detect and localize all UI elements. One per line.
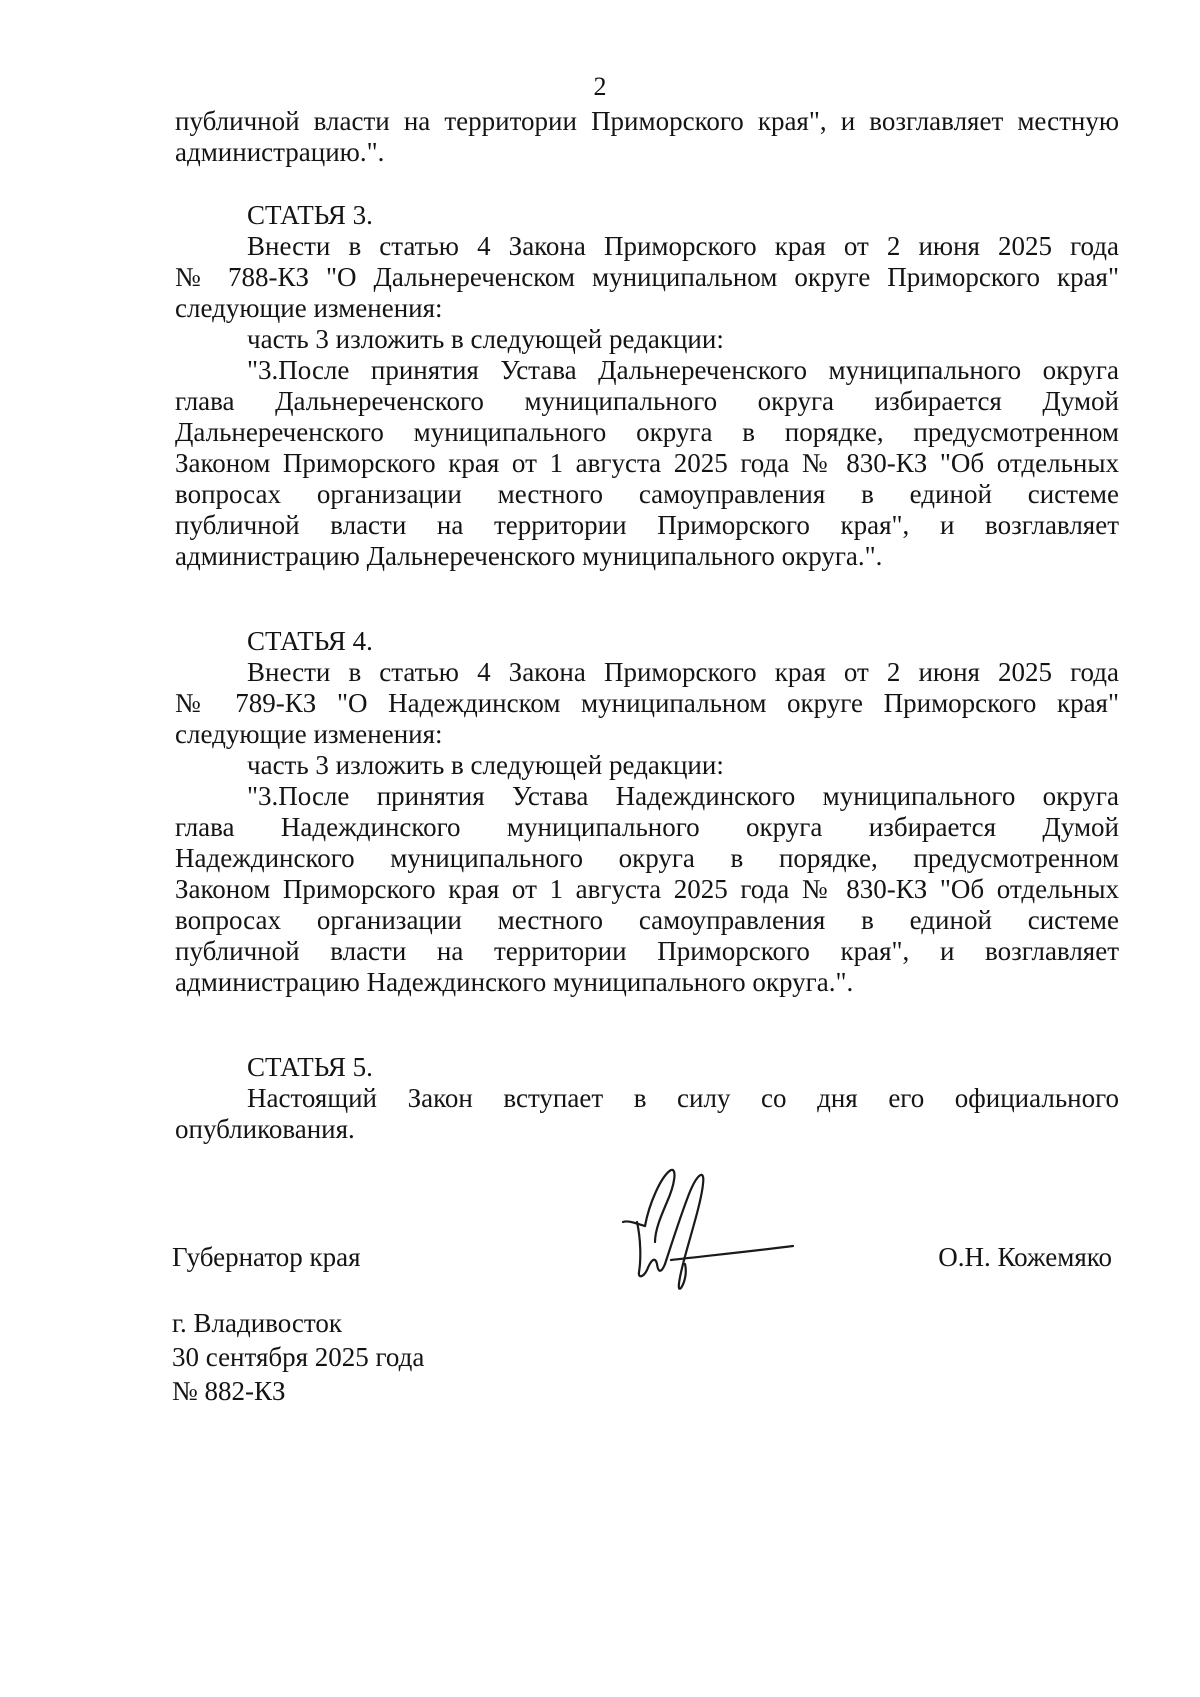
text-line: Законом Приморского края от 1 августа 2025 года № 830-КЗ "Об отдельных: [175, 448, 1119, 478]
text-line: Внести в статью 4 Закона Приморского края от 2 июня 2025 года: [247, 231, 1119, 261]
text-line: администрацию Надеждинского муниципального округа.".: [175, 967, 854, 997]
signer-position: Губернатор края: [172, 1242, 361, 1272]
handwritten-signature: [615, 1160, 805, 1300]
signer-name: О.Н. Кожемяко: [938, 1242, 1112, 1272]
text-line: следующие изменения:: [175, 293, 443, 323]
text-line: администрацию.".: [175, 137, 385, 167]
article-5-heading: СТАТЬЯ 5.: [247, 1052, 373, 1082]
text-line: Настоящий Закон вступает в силу со дня его официального: [247, 1083, 1119, 1113]
article-3: [175, 200, 1119, 572]
article-4-heading: СТАТЬЯ 4.: [247, 626, 373, 656]
intro-paragraph: [175, 106, 1119, 168]
text-line: опубликования.: [175, 1114, 355, 1144]
text-line: публичной власти на территории Приморского края", и возглавляет: [175, 510, 1119, 540]
footer-date: 30 сентября 2025 года: [172, 1342, 425, 1372]
article-4: [175, 626, 1119, 998]
text-line: Дальнереченского муниципального округа в порядке, предусмотренном: [175, 417, 1119, 447]
text-line: "3.После принятия Устава Дальнереченского муниципального округа: [247, 355, 1119, 385]
text-line: администрацию Дальнереченского муниципального округа.".: [175, 541, 883, 571]
text-line: глава Дальнереченского муниципального округа избирается Думой: [175, 386, 1119, 416]
text-line: № 788-КЗ "О Дальнереченском муниципальном округе Приморского края": [175, 262, 1119, 292]
text-line: вопросах организации местного самоуправления в единой системе: [175, 479, 1119, 509]
text-line: публичной власти на территории Приморского края", и возглавляет местную: [175, 106, 1119, 136]
text-line: следующие изменения:: [175, 719, 443, 749]
text-line: Законом Приморского края от 1 августа 2025 года № 830-КЗ "Об отдельных: [175, 874, 1119, 904]
text-line: публичной власти на территории Приморского края", и возглавляет: [175, 936, 1119, 966]
footer-city: г. Владивосток: [172, 1308, 342, 1338]
document-footer: [172, 1306, 572, 1408]
text-line: часть 3 изложить в следующей редакции:: [247, 750, 724, 780]
page-number: 2: [593, 72, 607, 101]
signature-row: [172, 1240, 1112, 1274]
text-line: часть 3 изложить в следующей редакции:: [247, 324, 724, 354]
text-line: вопросах организации местного самоуправления в единой системе: [175, 905, 1119, 935]
text-line: Надеждинского муниципального округа в порядке, предусмотренном: [175, 843, 1119, 873]
text-line: № 789-КЗ "О Надеждинском муниципальном округе Приморского края": [175, 688, 1119, 718]
text-line: "3.После принятия Устава Надеждинского муниципального округа: [247, 781, 1119, 811]
article-3-heading: СТАТЬЯ 3.: [247, 200, 373, 230]
text-line: Внести в статью 4 Закона Приморского края от 2 июня 2025 года: [247, 657, 1119, 687]
article-5: [175, 1052, 1119, 1145]
text-line: глава Надеждинского муниципального округа избирается Думой: [175, 812, 1119, 842]
footer-number: № 882-КЗ: [172, 1376, 286, 1406]
